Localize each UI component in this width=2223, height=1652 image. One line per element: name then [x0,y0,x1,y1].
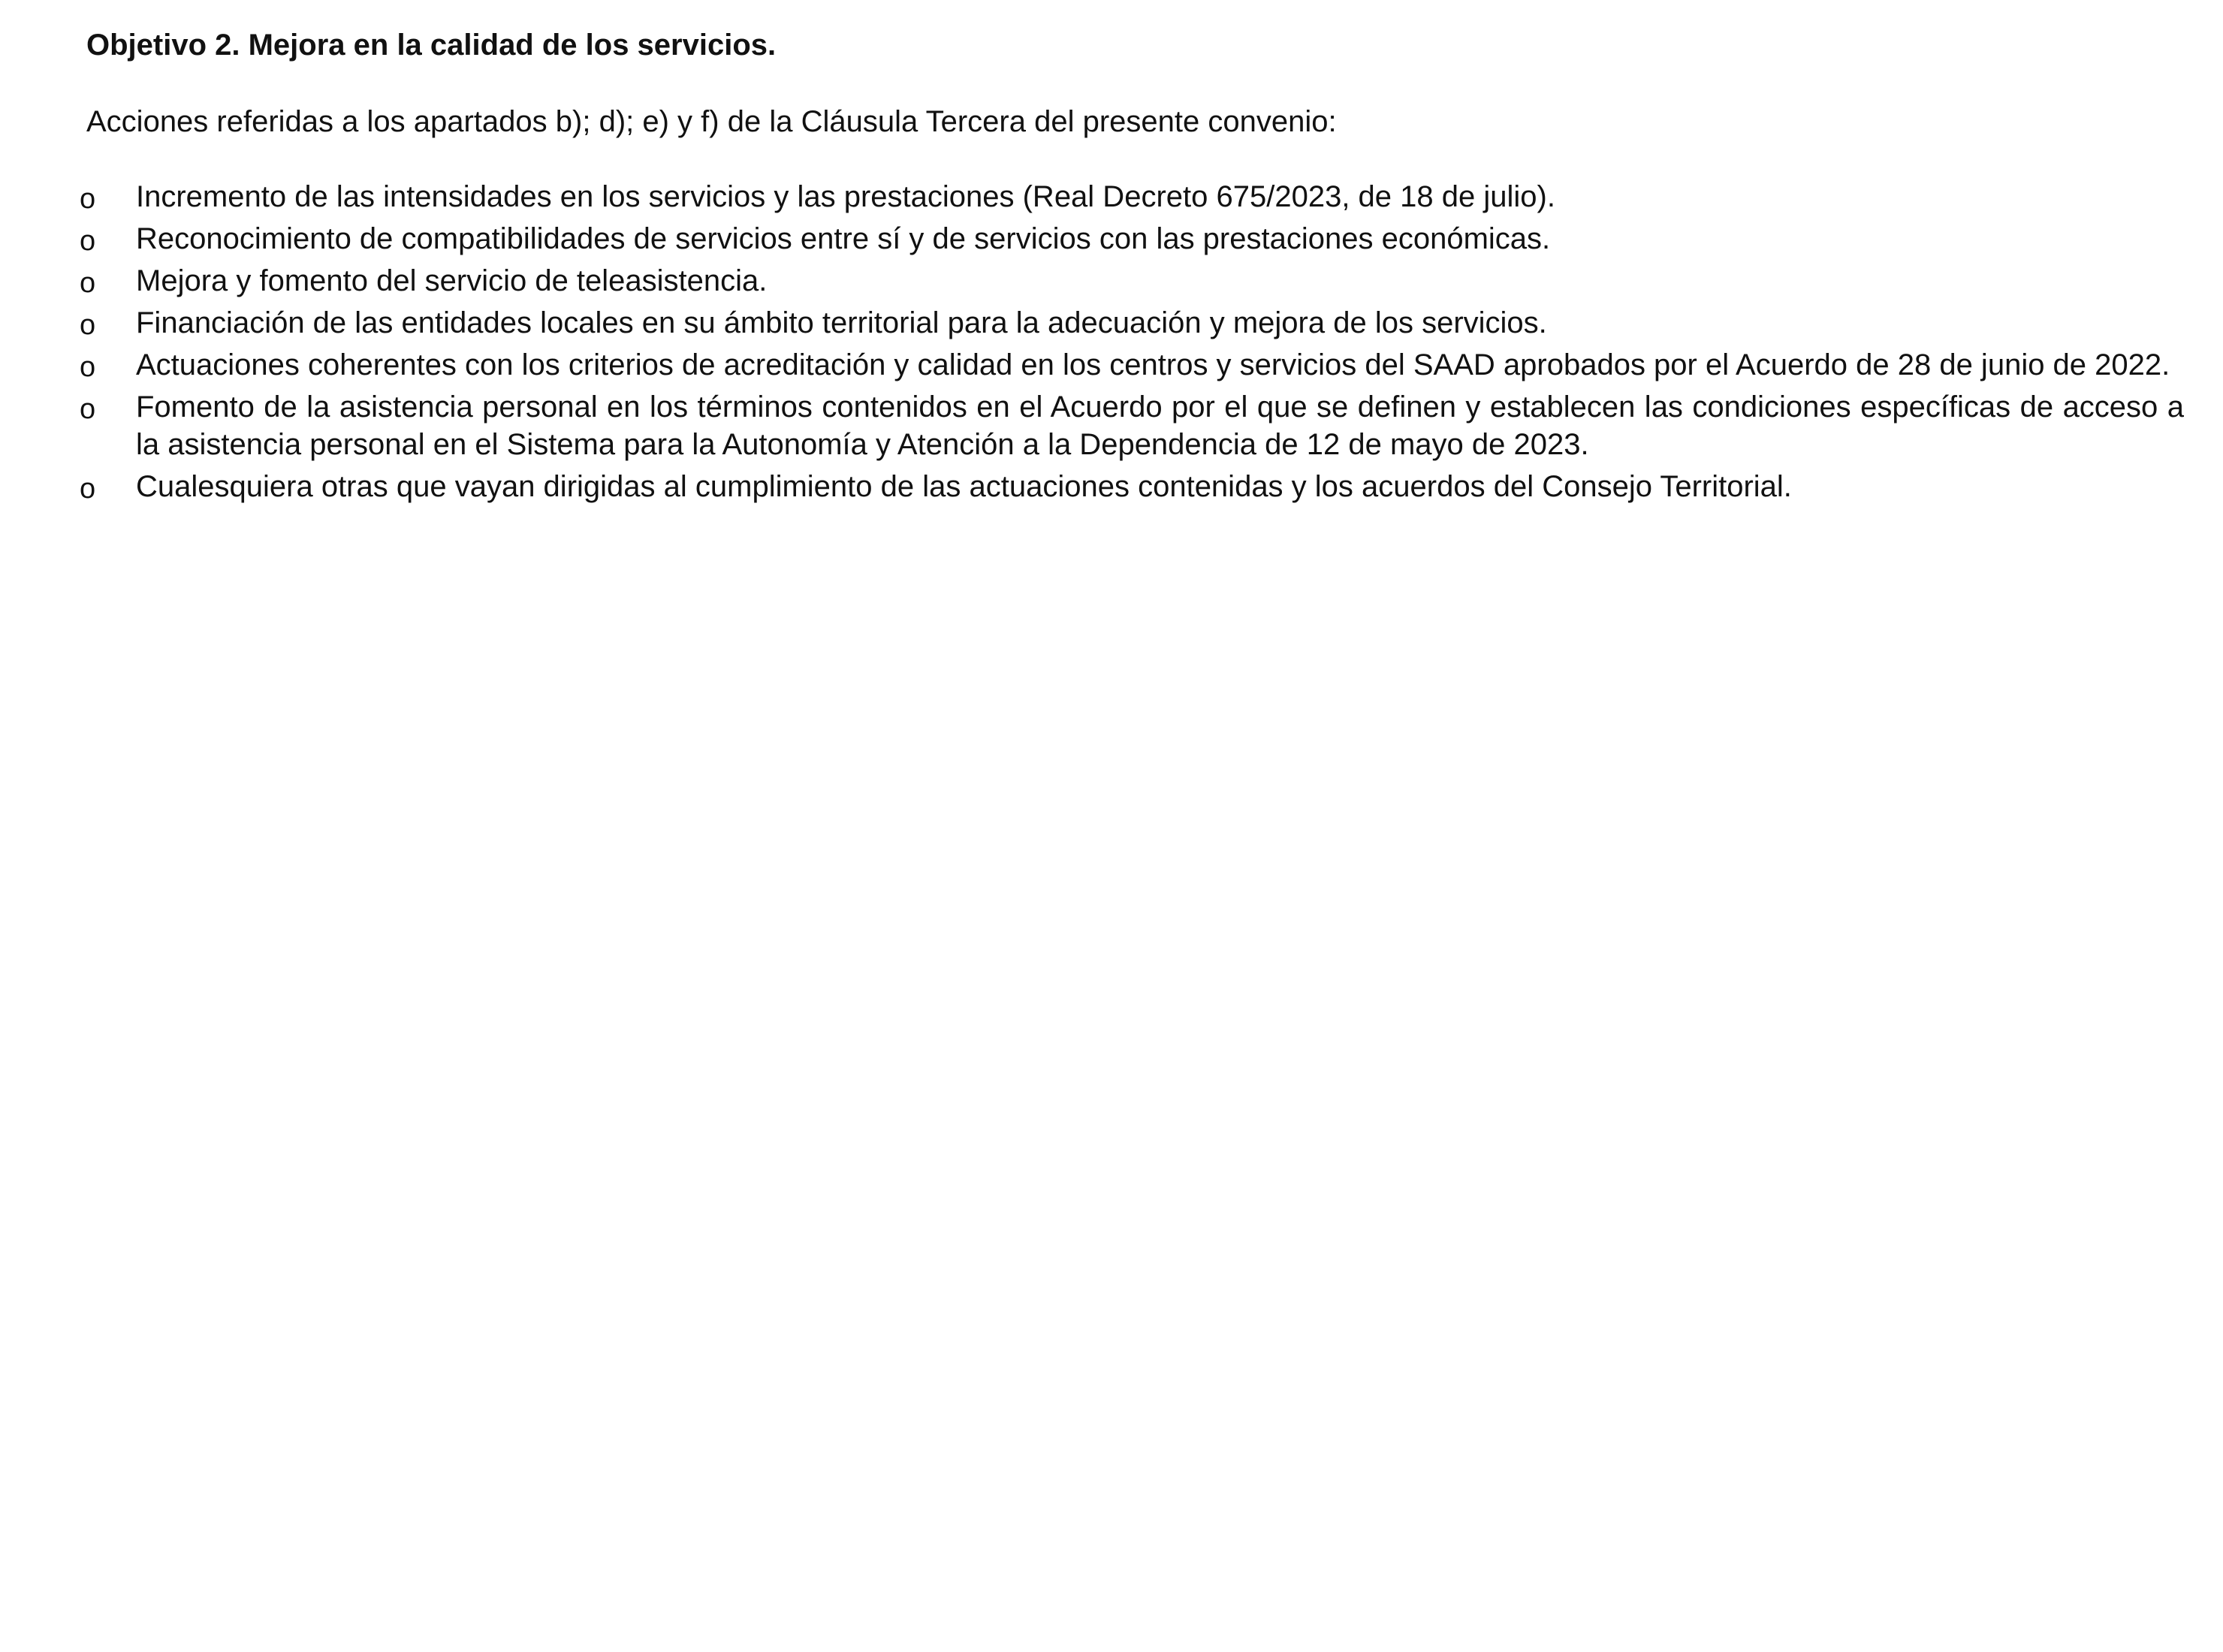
list-item [0,220,2223,258]
list-item [0,388,2223,463]
bullet-circle-icon: o [80,267,96,299]
list-item-text: Incremento de las intensidades en los servicios y las prestaciones (Real Decreto 675/2023, de 18 de julio). [136,180,1555,213]
bullet-circle-icon: o [80,183,96,215]
list-item-text: Actuaciones coherentes con los criterios de acreditación y calidad en los centros y servicios del SAAD aprobados por el Acuerdo de 28 de junio de 2022. [136,348,2170,381]
bullet-circle-icon: o [80,473,96,505]
list-item-text: Fomento de la asistencia personal en los términos contenidos en el Acuerdo por el que se definen y establecen las condiciones específicas de acceso a la asistencia personal en el Sistema para la Autonomía y Atención a la Dependencia de 12 de mayo de 2023. [136,390,2184,461]
bullet-circle-icon: o [80,309,96,341]
bullet-circle-icon: o [80,225,96,257]
list-item-text: Cualesquiera otras que vayan dirigidas al cumplimiento de las actuaciones contenidas y los acuerdos del Consejo Territorial. [136,470,1792,503]
list-item [0,178,2223,216]
list-item-text: Reconocimiento de compatibilidades de servicios entre sí y de servicios con las prestaciones económicas. [136,222,1551,255]
action-list [0,178,2223,510]
list-item [0,346,2223,384]
bullet-circle-icon: o [80,393,96,425]
list-item [0,304,2223,342]
list-item [0,468,2223,505]
intro-paragraph: Acciones referidas a los apartados b); d); e) y f) de la Cláusula Tercera del presente convenio: [86,105,1337,138]
list-item-text: Financiación de las entidades locales en su ámbito territorial para la adecuación y mejora de los servicios. [136,306,1547,339]
list-item-text: Mejora y fomento del servicio de teleasistencia. [136,264,768,297]
list-item [0,262,2223,300]
bullet-circle-icon: o [80,351,96,383]
section-heading: Objetivo 2. Mejora en la calidad de los servicios. [86,29,777,62]
